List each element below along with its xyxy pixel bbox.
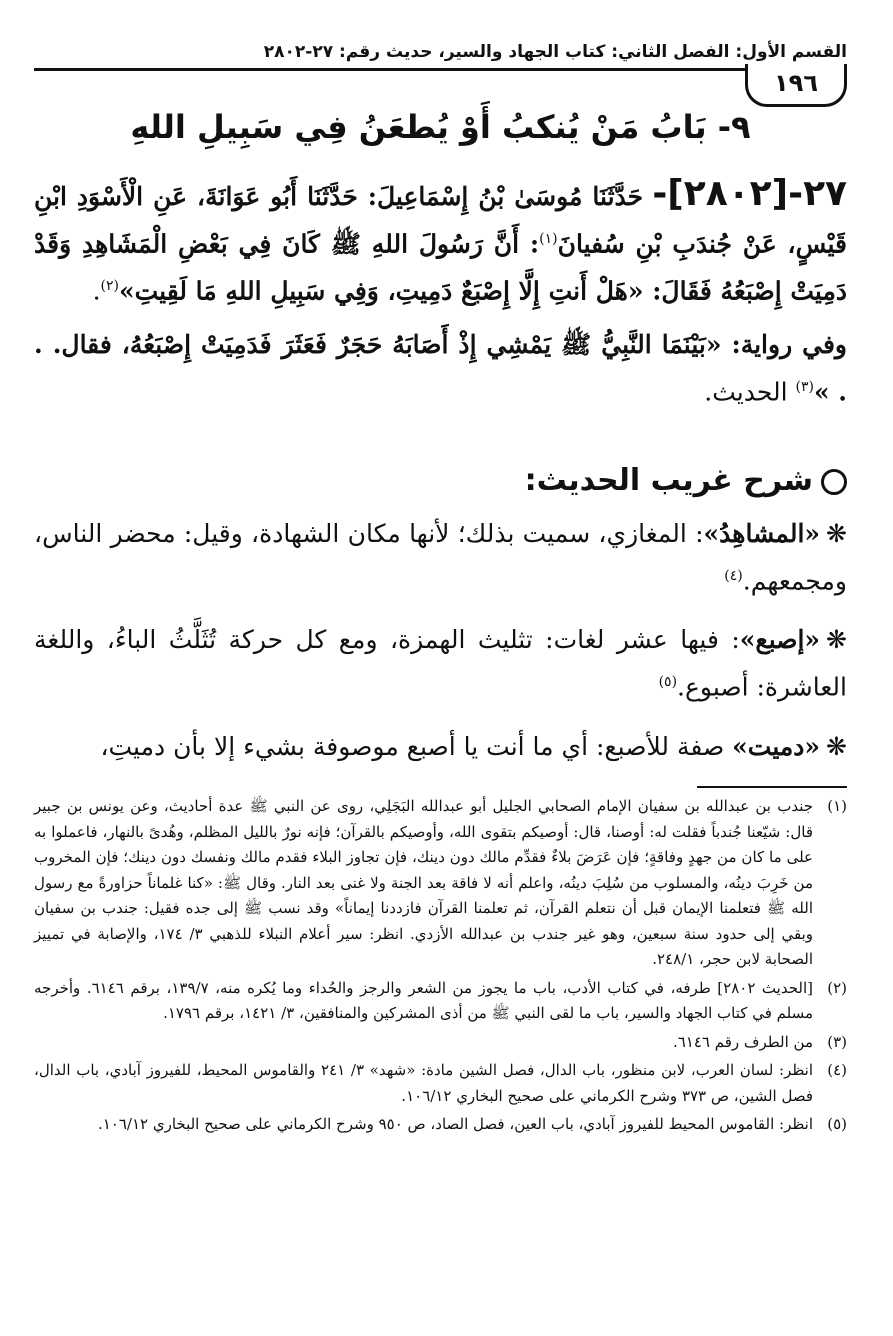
gharib-term: «دميت» [732,731,821,761]
riwaya-paragraph [34,323,847,413]
hadith-text: : أَنَّ رَسُولَ اللهِ ﷺ كَانَ فِي بَعْضِ الْمَشَاهِدِ وَقَدْ دَمِيَتْ إِصْبَعُهُ فَقَالَ: [34,229,847,306]
gharib-text: : فيها عشر لغات: تثليث الهمزة، ومع كل حركة تُثَلَّثُ الباءُ، واللغة العاشرة: أصبوع. [34,625,847,702]
circle-bullet-icon [821,469,847,495]
hadith-quote: «هَلْ أَنتِ إِلَّا إِصْبَعٌ دَمِيتِ، وَفِي سَبِيلِ اللهِ مَا لَقِيتِ» [118,276,644,306]
gharib-text: : المغازي، سميت بذلك؛ لأنها مكان الشهادة، وقيل: محضر الناس، ومجمعهم. [34,519,847,596]
gharib-item [34,618,847,708]
section-title-text: شرح غريب الحديث: [524,463,813,498]
gharib-term: «إصبع» [739,625,821,655]
chapter-title: ٩- بَابُ مَنْ يُنكبُ أَوْ يُطعَنُ فِي سَبِيلِ اللهِ [130,108,751,146]
footnote-ref-2: (٢) [100,278,119,295]
footnote-ref-4: (٤) [724,568,743,584]
star-bullet-icon: ❋ [826,625,847,655]
footnote-separator [697,786,847,788]
gharib-item [34,512,847,602]
footnote-3 [34,1030,847,1056]
riwaya-prefix: وفي رواية: [721,329,847,359]
footnote-ref-5: (٥) [658,674,678,691]
footnote-2 [34,976,847,1027]
footnote-text: انظر: لسان العرب، لابن منظور، باب الدال، فصل الشين مادة: «شهد» ٣/ ٢٤١ والقاموس المحيط، للفيروز آبادي، باب الدال، فصل الشين، ص ٣٧٣ وشرح الكرماني على صحيح البخاري ١٠٦/١٢. [34,1061,814,1105]
footnote-number: (١) [827,797,847,815]
footnotes [34,794,847,1141]
star-bullet-icon: ❋ [826,731,847,761]
footnote-1 [34,794,847,973]
hadith-paragraph [34,172,847,313]
footnote-text: انظر: القاموس المحيط للفيروز آبادي، باب العين، فصل الصاد، ص ٩٥٠ وشرح الكرماني على صحيح البخاري ١٠٦/١٢. [97,1115,813,1133]
page-number: ١٩٦ [745,64,847,107]
hadith-number: ٢٧-[٢٨٠٢]- [652,173,848,214]
gharib-text: صفة للأصبع: أي ما أنت يا أصبع موصوفة بشيء إلا بأن دميتِ، [100,731,733,761]
header-rule [34,68,847,71]
star-bullet-icon: ❋ [826,519,847,548]
footnote-ref-1: (١) [539,231,558,247]
footnote-number: (٥) [827,1115,847,1133]
hadith-end: . [92,276,101,306]
footnote-number: (٤) [827,1061,847,1079]
gharib-list [34,512,847,784]
gharib-term: «المشاهِدُ» [703,519,821,548]
running-header: القسم الأول: الفصل الثاني: كتاب الجهاد والسير، حديث رقم: ٢٧-٢٨٠٢ [263,42,847,62]
footnote-text: جندب بن عبدالله بن سفيان الإمام الصحابي الجليل أبو عبدالله البَجَلِي، روى عن النبي ﷺ عدة أحاديث، وعن يونس بن جبير قال: شيّعنا جُندباً فقلت له: أوصنا، قال: أوصيكم بتقوى الله، وأوصيكم بالقرآن؛ فإنه نورٌ بالليل المظلم، وهُدىً بالنهار، فاعملوا به على ما كان من جهدٍ وفاقةٍ؛ فإن عَرَضَ بلاءٌ فقدِّم مالك دون دينك، فإن تجاوز البلاء فقدم مالك ونفسك دون دينك؛ فإن المخروب من خَرِبَ دينُه، والمسلوب من سُلِبَ دينُه، واعلم أنه لا فاقة بعد الجنة ولا غنى بعد النار. وقال ﷺ: «كنا غلماناً حزاورةً مع رسول الله ﷺ فتعلمنا الإيمان قبل أن نتعلم القرآن، ثم تعلمنا القرآن فازددنا إيماناً» وقد نسب ﷺ إلى جده فقيل: جندب بن سفيان وبقي إلى حدود سنة سبعين، وهو غير جندب بن عبدالله الأزدي. انظر: سير أعلام النبلاء للذهبي ٣/ ١٧٤، والإصابة في تمييز الصحابة لابن حجر، ٢٤٨/١. [34,797,813,968]
footnote-4 [34,1058,847,1109]
hadith-body [34,172,847,423]
gharib-item [34,725,847,768]
section-title [34,456,847,506]
footnote-ref-3: (٣) [795,378,814,395]
footnote-number: (٣) [827,1032,847,1051]
footnote-5 [34,1112,847,1138]
footnote-text: [الحديث ٢٨٠٢] طرفه، في كتاب الأدب، باب ما يجوز من الشعر والرجز والحُداء وما يُكره منه، ١٣٩/٧، برقم ٦١٤٦. وأخرجه مسلم في كتاب الجهاد والسير، باب ما لقى النبي ﷺ من أذى المشركين والمنافقين، ٣/ ١٤٢١، برقم ١٧٩٦. [34,978,813,1022]
footnote-number: (٢) [827,978,847,997]
riwaya-end: الحديث. [704,376,796,406]
footnote-text: من الطرف رقم ٦١٤٦. [672,1032,813,1051]
hadith-isnad: حَدَّثَنَا مُوسَىٰ بْنُ إِسْمَاعِيلَ: حَدَّثَنَا أَبُو عَوَانَةَ، عَنِ الْأَسْوَدِ ابْنِ قَيْسٍ، عَنْ جُندَبِ بْنِ سُفيانَ [34,182,847,259]
riwaya-quote: «بَيْنَمَا النَّبِيُّ ﷺ يَمْشِي إِذْ أَصَابَهُ حَجَرٌ فَعَثَرَ فَدَمِيَتْ إِصْبَعُهُ، فقال. . . » [34,329,847,406]
